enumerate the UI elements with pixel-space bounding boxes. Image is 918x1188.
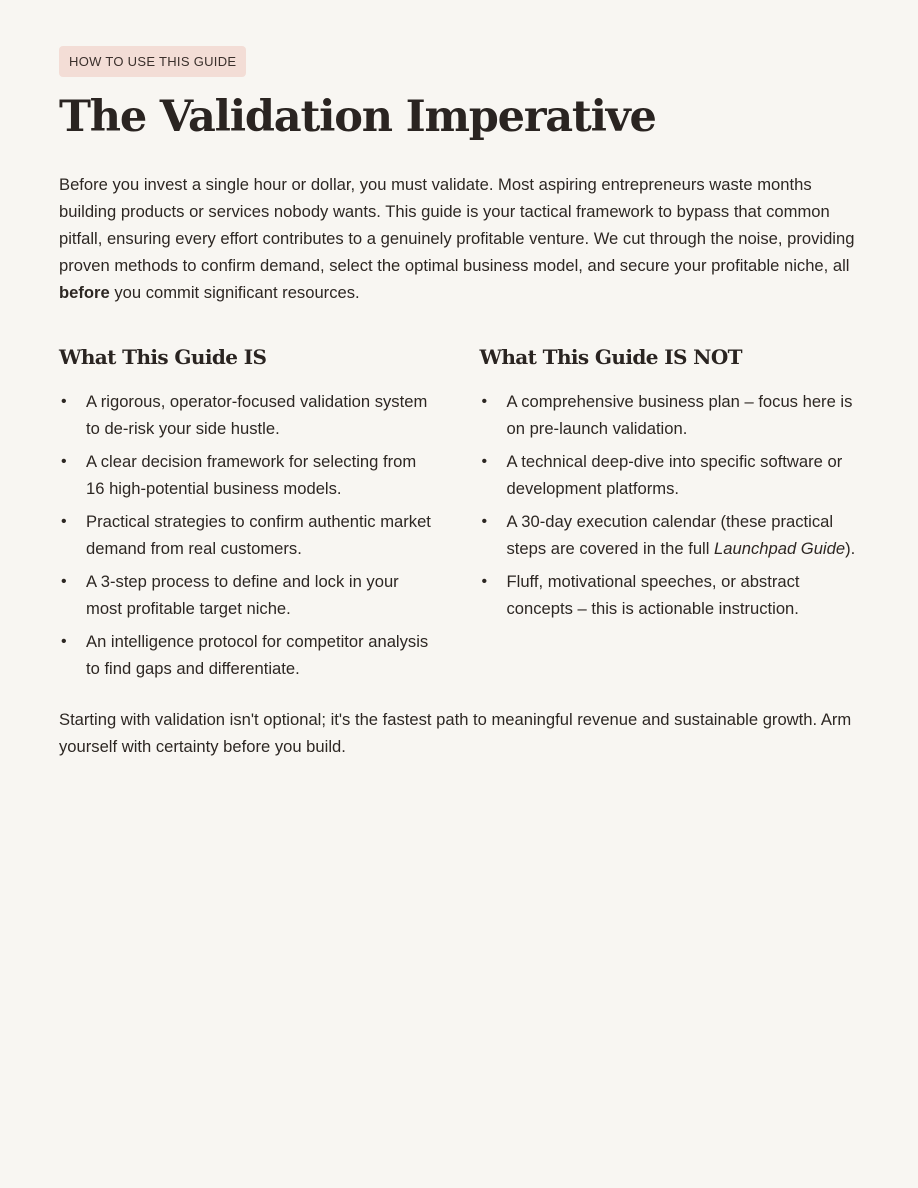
- intro-bold-word: before: [59, 283, 110, 302]
- bullet-icon: •: [481, 573, 488, 590]
- bullet-icon: •: [481, 513, 488, 530]
- comparison-columns: [59, 342, 859, 688]
- list-item: [480, 448, 860, 502]
- page-content: [59, 46, 859, 760]
- bullet-icon: •: [61, 633, 67, 650]
- list-item-text: Fluff, motivational speeches, or abstract concepts – this is actionable instruction.: [506, 572, 800, 618]
- guide-is-heading: What This Guide IS: [59, 345, 267, 369]
- list-item-text: A 3-step process to define and lock in your most profitable target niche.: [86, 572, 399, 618]
- guide-is-not-heading: What This Guide IS NOT: [479, 345, 742, 369]
- list-item-text: A 30-day execution calendar (these practical steps are covered in the full: [506, 512, 834, 558]
- bullet-icon: •: [61, 573, 67, 590]
- page-title: The Validation Imperative: [59, 92, 656, 142]
- list-item-text-end: ).: [845, 539, 856, 558]
- guide-is-not-list: [480, 388, 860, 622]
- list-item-text: A comprehensive business plan – focus here is on pre-launch validation.: [506, 392, 853, 438]
- guide-is-list: [59, 388, 439, 682]
- list-item: [59, 388, 439, 442]
- bullet-icon: •: [481, 393, 488, 410]
- launchpad-guide-title: Launchpad Guide: [714, 539, 846, 558]
- bullet-icon: •: [61, 453, 67, 470]
- list-item: [480, 508, 860, 562]
- bullet-icon: •: [61, 393, 67, 410]
- list-item: [480, 388, 860, 442]
- guide-is-not-column: [480, 342, 860, 688]
- bullet-icon: •: [481, 453, 488, 470]
- list-item: [59, 628, 439, 682]
- list-item-text: An intelligence protocol for competitor analysis to find gaps and differentiate.: [86, 632, 429, 678]
- list-item: [59, 448, 439, 502]
- bullet-icon: •: [61, 513, 67, 530]
- guide-is-column: [59, 342, 439, 688]
- list-item-text: Practical strategies to confirm authentic market demand from real customers.: [86, 512, 431, 558]
- list-item: [59, 568, 439, 622]
- intro-text-end: you commit significant resources.: [109, 283, 360, 302]
- list-item-text: A rigorous, operator-focused validation system to de-risk your side hustle.: [86, 392, 428, 438]
- list-item-text: A clear decision framework for selecting from 16 high-potential business models.: [86, 452, 417, 498]
- intro-text-start: Before you invest a single hour or dollar, you must validate. Most aspiring entrepreneurs waste months building products or services nobody wants. This guide is your tactical framework to bypass that common pitfall, ensuring every effort contributes to a genuinely profitable venture. We cut through the noise, providing proven methods to confirm demand, select the optimal business model, and secure your profitable niche, all: [59, 175, 855, 275]
- list-item-text: A technical deep-dive into specific software or development platforms.: [506, 452, 843, 498]
- intro-paragraph: [59, 171, 859, 306]
- section-badge: HOW TO USE THIS GUIDE: [59, 46, 246, 77]
- closing-paragraph: Starting with validation isn't optional; it's the fastest path to meaningful revenue and sustainable growth. Arm yourself with certainty before you build.: [59, 710, 852, 756]
- list-item: [480, 568, 860, 622]
- list-item: [59, 508, 439, 562]
